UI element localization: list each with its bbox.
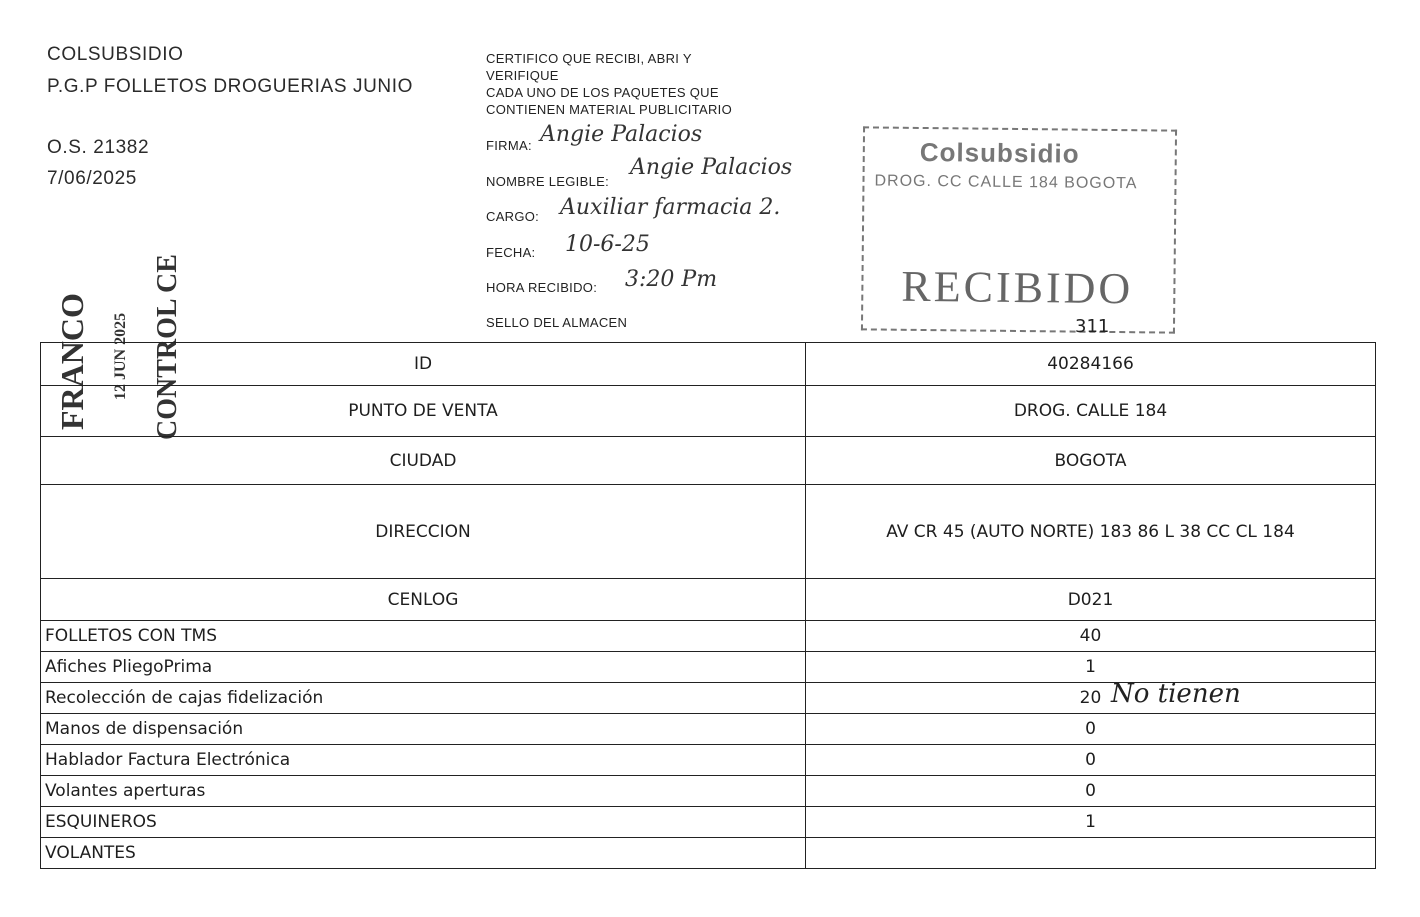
- cargo-handwritten: Auxiliar farmacia 2.: [560, 195, 781, 220]
- cargo-label: CARGO:: [486, 209, 540, 224]
- item-label: Manos de dispensación: [41, 714, 806, 745]
- item-value: 40: [806, 621, 1376, 652]
- table-row: [41, 437, 1376, 485]
- document-date: 7/06/2025: [47, 168, 137, 189]
- item-value: 0: [806, 714, 1376, 745]
- row-value: D021: [806, 579, 1376, 621]
- side-stamp-franco: FRANCO: [54, 293, 90, 430]
- hora-label: HORA RECIBIDO:: [486, 280, 598, 295]
- handwritten-note: No tienen: [1111, 679, 1241, 709]
- order-number: O.S. 21382: [47, 137, 150, 158]
- row-value: BOGOTA: [806, 437, 1376, 485]
- table-row: [41, 485, 1376, 579]
- row-label: ID: [41, 343, 806, 386]
- stamp-brand: Colsubsidio: [919, 136, 1080, 169]
- campaign-title: P.G.P FOLLETOS DROGUERIAS JUNIO: [47, 76, 413, 97]
- certificate-text: [486, 50, 732, 118]
- row-label: CIUDAD: [41, 437, 806, 485]
- row-value: DROG. CALLE 184: [806, 386, 1376, 437]
- nombre-handwritten: Angie Palacios: [630, 155, 793, 180]
- firma-signature: Angie Palacios: [540, 122, 703, 147]
- table-row: [41, 745, 1376, 776]
- table-row: [41, 343, 1376, 386]
- table-row: [41, 838, 1376, 869]
- certificate-line: VERIFIQUE: [486, 68, 559, 83]
- item-value: [806, 838, 1376, 869]
- item-label: Volantes aperturas: [41, 776, 806, 807]
- firma-label: FIRMA:: [486, 138, 532, 153]
- row-value: AV CR 45 (AUTO NORTE) 183 86 L 38 CC CL 184: [806, 485, 1376, 579]
- stamp-status: RECIBIDO: [901, 261, 1134, 314]
- table-row: [41, 579, 1376, 621]
- row-label: DIRECCION: [41, 485, 806, 579]
- fecha-label: FECHA:: [486, 245, 536, 260]
- item-value: 1: [806, 807, 1376, 838]
- side-stamp-date: 12 JUN 2025: [112, 312, 129, 400]
- item-value: 0: [806, 745, 1376, 776]
- side-stamp-control: CONTROL CE: [152, 254, 183, 440]
- certificate-line: CERTIFICO QUE RECIBI, ABRI Y: [486, 51, 692, 66]
- fecha-handwritten: 10-6-25: [565, 232, 650, 257]
- company-name: COLSUBSIDIO: [47, 44, 184, 65]
- row-value: 40284166: [806, 343, 1376, 386]
- item-label: Recolección de cajas fidelización: [41, 683, 806, 714]
- item-value: 20: [1079, 688, 1102, 708]
- table-row: [41, 776, 1376, 807]
- table-row: [41, 683, 1376, 714]
- item-label: ESQUINEROS: [41, 807, 806, 838]
- table-row: [41, 621, 1376, 652]
- page-number: 311: [1075, 316, 1110, 337]
- item-value: 0: [806, 776, 1376, 807]
- item-label: VOLANTES: [41, 838, 806, 869]
- item-label: Hablador Factura Electrónica: [41, 745, 806, 776]
- item-value-cell: [806, 679, 1376, 714]
- sello-label: SELLO DEL ALMACEN: [486, 315, 628, 330]
- item-label: FOLLETOS CON TMS: [41, 621, 806, 652]
- table-row: [41, 386, 1376, 437]
- table-row: [41, 807, 1376, 838]
- row-label: CENLOG: [41, 579, 806, 621]
- store-stamp: [861, 126, 1177, 333]
- certificate-line: CADA UNO DE LOS PAQUETES QUE: [486, 85, 719, 100]
- table-row: [41, 714, 1376, 745]
- item-label: Afiches PliegoPrima: [41, 652, 806, 683]
- hora-handwritten: 3:20 Pm: [625, 267, 718, 292]
- nombre-label: NOMBRE LEGIBLE:: [486, 174, 609, 189]
- delivery-table: [40, 342, 1376, 869]
- row-label: PUNTO DE VENTA: [41, 386, 806, 437]
- certificate-line: CONTIENEN MATERIAL PUBLICITARIO: [486, 102, 732, 117]
- stamp-store: DROG. CC CALLE 184 BOGOTA: [874, 172, 1138, 193]
- item-value: 1: [806, 652, 1376, 683]
- table-row: [41, 652, 1376, 683]
